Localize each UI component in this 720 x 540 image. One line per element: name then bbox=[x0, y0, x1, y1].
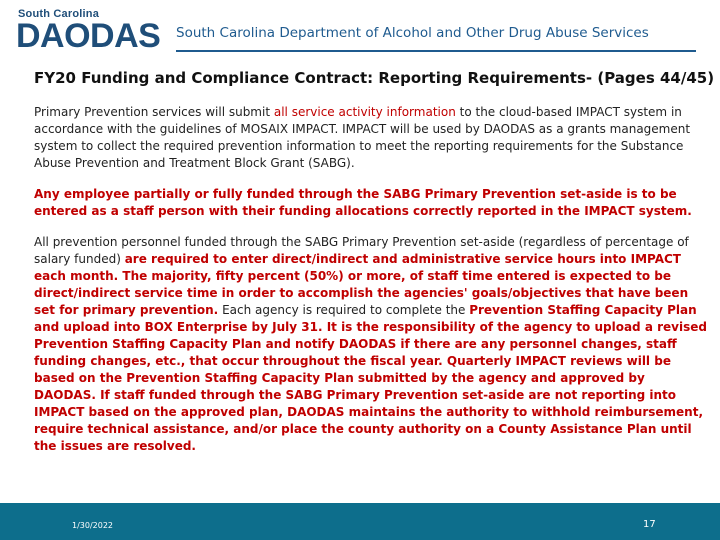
paragraph3-emphasis-b: Prevention Staffing Capacity Plan and upload into BOX Enterprise by July 31. It is the responsibility of the agency to upload a revised Prevention Staffing Capacity Plan and notify DAODAS if there are any personnel changes, staff funding changes, etc., that occur throughout the fiscal year. Quarterly IMPACT reviews will be based on the Prevention Staffing Capacity Plan submitted by the agency and approved by DAODAS. If staff funded through the SABG Primary Prevention set-aside are not reporting into IMPACT based on the approved plan, DAODAS maintains the authority to withhold reimbursement, require technical assistance, and/or place the county authority on a County Assistance Plan until the issues are resolved. bbox=[34, 303, 707, 453]
paragraph1-text-b: to the cloud-based IMPACT system in accordance with the guidelines of MOSAIX IMPACT. IMPACT will be used by DAODAS as a grants management system to collect the required prevention information to meet the reporting requirements for the Substance Abuse Prevention and Treatment Block Grant (SABG). bbox=[34, 105, 691, 170]
paragraph-staff-entry: Any employee partially or fully funded through the SABG Primary Prevention set-aside is to be entered as a staff person with their funding allocations correctly reported in the IMPACT system. bbox=[34, 187, 692, 218]
footer-bar bbox=[0, 503, 720, 540]
slide-title: FY20 Funding and Compliance Contract: Reporting Requirements- (Pages 44/45) bbox=[34, 69, 715, 87]
logo-name-text: DAODAS bbox=[16, 17, 161, 55]
department-name: South Carolina Department of Alcohol and Other Drug Abuse Services bbox=[176, 25, 649, 41]
slide-body bbox=[34, 104, 708, 469]
paragraph-impact-reporting bbox=[34, 104, 708, 172]
paragraph-service-hours bbox=[34, 234, 708, 455]
logo-state-text: South Carolina bbox=[18, 8, 100, 20]
paragraph3-text-a: All prevention personnel funded through the SABG Primary Prevention set-aside (regardless of percentage of salary funded) bbox=[34, 235, 689, 266]
paragraph1-emphasis: all service activity information bbox=[273, 105, 456, 119]
paragraph1-text-a: Primary Prevention services will submit bbox=[34, 105, 274, 119]
daodas-logo bbox=[12, 6, 172, 58]
header-divider bbox=[176, 50, 696, 52]
footer-date: 1/30/2022 bbox=[72, 521, 114, 530]
footer-page-number: 17 bbox=[643, 519, 656, 530]
paragraph3-emphasis-a: are required to enter direct/indirect and administrative service hours into IMPACT each month. The majority, fifty percent (50%) or more, of staff time entered is expected to be direct/indirect service time in order to accomplish the agencies' goals/objectives that have been set for primary prevention. bbox=[34, 252, 689, 317]
paragraph3-text-b: Each agency is required to complete the bbox=[218, 303, 470, 317]
